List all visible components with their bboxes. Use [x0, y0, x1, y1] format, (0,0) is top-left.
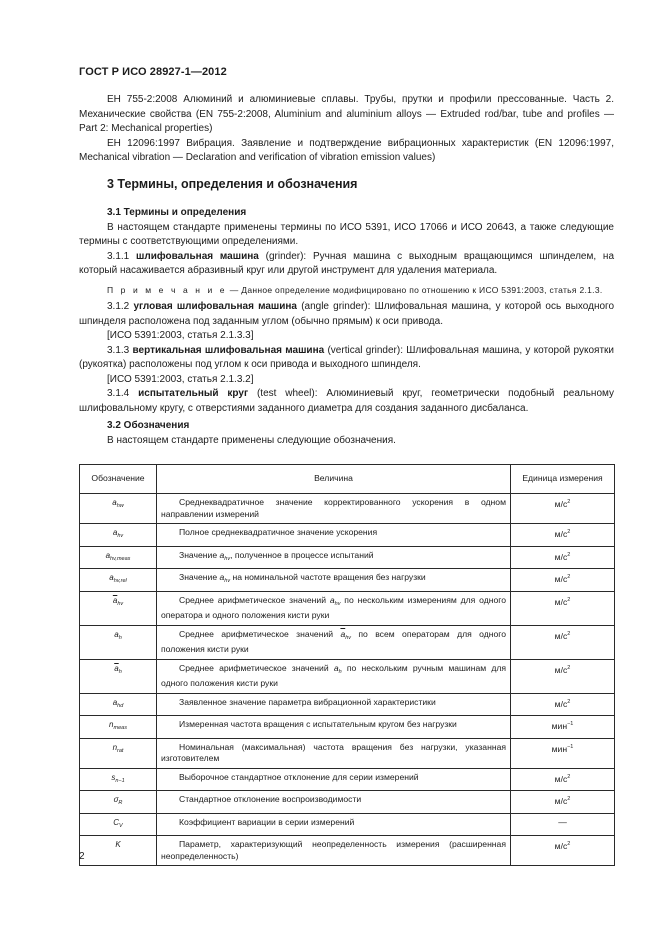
unit-text: м/с — [554, 796, 568, 806]
table-row — [80, 591, 615, 625]
table-body — [80, 494, 615, 866]
inline-symbol: a — [333, 662, 339, 673]
unit-exponent: 2 — [567, 841, 571, 847]
column-header-unit: Единица измерения — [511, 465, 615, 494]
symbol-cell — [80, 738, 157, 768]
unit-cell — [511, 494, 615, 524]
quantity-text — [161, 629, 506, 656]
quantity-text — [161, 550, 506, 566]
symbol-letter: σ — [113, 795, 119, 804]
table-row — [80, 738, 615, 768]
symbol-letter: $\overline{a}$ — [112, 595, 118, 605]
symbol-cell — [80, 836, 157, 866]
unit-cell — [511, 768, 615, 791]
unit-exponent: 2 — [567, 529, 571, 535]
unit-exponent: 2 — [567, 698, 571, 705]
symbol-letter: a — [105, 550, 111, 560]
quantity-cell — [157, 546, 511, 569]
quantity-description-start: Среднее арифметическое значений — [179, 628, 341, 639]
quantity-description-start: Среднее арифметическое значений — [179, 594, 330, 605]
table-row — [80, 813, 615, 836]
inline-symbol-subscript: hv — [224, 578, 231, 584]
inline-symbol-subscript: h — [338, 668, 342, 675]
symbol-letter: a — [114, 629, 119, 639]
unit-cell — [511, 836, 615, 866]
symbol-letter: C — [113, 817, 120, 827]
symbol-letter: n — [112, 742, 118, 752]
inline-symbol-subscript: hv — [345, 634, 352, 641]
quantity-cell — [157, 494, 511, 524]
quantity-cell — [157, 738, 511, 768]
quantity-cell — [157, 836, 511, 866]
term-number: 3.1.1 — [107, 250, 130, 262]
unit-exponent: −1 — [567, 743, 574, 750]
section-heading: 3 Термины, определения и обозначения — [107, 177, 358, 191]
quantity-cell — [157, 524, 511, 547]
quantity-description: Заявленное значение параметра вибрационной характеристики — [179, 696, 436, 707]
symbol-letter: s — [111, 772, 116, 782]
symbol-cell — [80, 716, 157, 739]
inline-symbol-subscript: hv — [224, 555, 231, 562]
term-3-1-1 — [79, 250, 614, 279]
quantity-description: Номинальная (максимальная) частота вращения без нагрузки, указанная изготовителем — [161, 741, 506, 763]
column-header-quantity: Величина — [157, 465, 511, 494]
term-number: 3.1.3 — [107, 344, 130, 356]
unit-cell — [511, 738, 615, 768]
unit-exponent: 2 — [567, 630, 571, 637]
symbol-cell — [80, 625, 157, 659]
inline-symbol: a — [219, 572, 225, 582]
note-text: — Данное определение модифицировано по отношению к ИСО 5391:2003, статья 2.1.3. — [227, 284, 603, 295]
unit-cell — [511, 659, 615, 693]
symbol-subscript: meas — [113, 725, 127, 731]
standard-title: ГОСТ Р ИСО 28927-1—2012 — [79, 66, 227, 78]
normative-references — [79, 93, 614, 166]
unit-exponent: 2 — [567, 574, 571, 580]
symbol-cell — [80, 546, 157, 569]
symbol-cell — [80, 693, 157, 716]
symbol-subscript: V — [119, 822, 123, 829]
unit-cell — [511, 591, 615, 625]
quantity-text — [161, 742, 506, 765]
term-definition: (test wheel): Алюминиевый круг, геометрически подобный реальному шлифовальному кругу, с отверстиями заданного диаметра для создания заданного дисбаланса. — [79, 388, 615, 414]
quantity-text — [161, 697, 506, 709]
table-row — [80, 791, 615, 814]
unit-cell — [511, 625, 615, 659]
inline-symbol: a — [329, 594, 335, 605]
unit-text: мин — [551, 743, 568, 754]
table-row — [80, 768, 615, 791]
quantity-cell — [157, 768, 511, 791]
unit-cell — [511, 546, 615, 569]
symbol-letter: a — [112, 528, 118, 537]
quantity-text — [161, 817, 506, 829]
unit-text: м/с — [554, 630, 568, 641]
unit-text: м/с — [554, 773, 568, 784]
quantity-cell — [157, 569, 511, 592]
unit-cell — [511, 791, 615, 814]
quantity-cell — [157, 659, 511, 693]
quantity-text — [161, 497, 506, 520]
symbol-letter: a — [109, 573, 114, 582]
symbol-cell — [80, 569, 157, 592]
table-row — [80, 716, 615, 739]
quantity-description-start: Значение — [179, 549, 220, 560]
term-name: вертикальная шлифовальная машина — [132, 344, 325, 356]
terms-intro: В настоящем стандарте применены термины по ИСО 5391, ИСО 17066 и ИСО 20643, а также следующие термины с соответствующими определениями. — [79, 221, 614, 247]
quantity-description: Среднеквадратичное значение корректированного ускорения в одном направлении измерений — [161, 497, 506, 519]
symbol-subscript: hv — [117, 600, 124, 607]
unit-exponent: 2 — [567, 664, 571, 671]
quantity-description: Стандартное отклонение воспроизводимости — [179, 794, 362, 804]
symbol-subscript: h — [118, 634, 122, 641]
symbol-subscript: n−1 — [115, 777, 125, 784]
term-3-1-3 — [79, 344, 614, 373]
quantity-cell — [157, 791, 511, 814]
symbol-subscript: R — [118, 800, 123, 806]
quantity-text — [161, 839, 506, 862]
quantity-description-end: на номинальной частоте вращения без нагрузки — [230, 572, 426, 582]
symbol-subscript: hd — [117, 702, 124, 709]
inline-symbol: $\overline{a}$ — [340, 628, 346, 639]
unit-exponent: 2 — [567, 551, 571, 558]
quantity-text — [161, 719, 506, 731]
symbol-subscript: hv — [117, 533, 124, 539]
symbol-subscript: h — [118, 668, 122, 675]
symbol-cell — [80, 813, 157, 836]
term-reference: [ИСО 5391:2003, статья 2.1.3.3] — [107, 330, 254, 341]
symbol-letter: n — [109, 720, 114, 729]
column-header-symbol: Обозначение — [80, 465, 157, 494]
table-row — [80, 546, 615, 569]
table-row — [80, 569, 615, 592]
quantity-description-end: , полученное в процессе испытаний — [230, 549, 374, 560]
symbol-letter: a — [112, 498, 117, 507]
quantity-cell — [157, 716, 511, 739]
table-row — [80, 524, 615, 547]
symbol-cell — [80, 591, 157, 625]
quantity-cell — [157, 591, 511, 625]
symbols-intro: В настоящем стандарте применены следующие обозначения. — [107, 434, 396, 446]
unit-text: м/с — [554, 664, 568, 675]
unit-exponent: 2 — [567, 796, 571, 802]
unit-cell — [511, 813, 615, 836]
quantity-description-end: по нескольким измерениям для одного оператора и одного положения кисти руки — [161, 594, 506, 620]
quantity-text — [161, 572, 506, 588]
unit-text: м/с — [554, 574, 568, 584]
quantity-cell — [157, 625, 511, 659]
quantity-description: Параметр, характеризующий неопределенность измерения (расширенная неопределенность) — [161, 839, 506, 861]
quantity-description: Полное среднеквадратичное значение ускорения — [179, 527, 378, 537]
table-header-row — [80, 465, 615, 494]
term-definition: (vertical grinder): Шлифовальная машина, у которой рукоятки (рукоятка) расположены под углом к оси привода и выходного шпинделя. — [79, 344, 614, 370]
quantity-description: Коэффициент вариации в серии измерений — [179, 816, 355, 827]
quantity-text — [161, 663, 506, 690]
unit-exponent: 2 — [567, 773, 571, 780]
table-row — [80, 494, 615, 524]
table-row — [80, 693, 615, 716]
unit-text: м/с — [554, 529, 568, 539]
quantity-text — [161, 527, 506, 539]
symbol-cell — [80, 768, 157, 791]
unit-cell — [511, 693, 615, 716]
term-definition: (grinder): Ручная машина с выходным вращающимся шпинделем, на который насаживается абразивный круг или другой инструмент для удаления материала. — [79, 250, 615, 276]
quantity-text — [161, 595, 506, 622]
unit-cell — [511, 524, 615, 547]
symbol-letter: $\overline{a}$ — [114, 663, 119, 673]
note — [79, 283, 614, 298]
page-number: 2 — [79, 851, 85, 862]
unit-exponent: 2 — [567, 499, 571, 505]
symbol-subscript: hw — [116, 503, 124, 509]
inline-symbol-subscript: hv — [334, 600, 341, 607]
section-body — [79, 206, 614, 448]
quantity-description-end: по нескольким ручным машинам для одного положения кисти руки — [161, 662, 506, 688]
symbol-cell — [80, 791, 157, 814]
inline-symbol: a — [219, 549, 225, 560]
term-name: шлифовальная машина — [136, 250, 259, 262]
unit-cell — [511, 569, 615, 592]
reference-en-755-2: ЕН 755-2:2008 Алюминий и алюминиевые сплавы. Трубы, прутки и профили прессованные. Часть 2. Механические свойства (EN 755-2:2008, Aluminium and aluminium alloys — Extruded rod/bar, tube and profiles — Part 2: Mechanical properties) — [79, 94, 614, 134]
unit-text: м/с — [554, 551, 568, 562]
subsection-heading-symbols: 3.2 Обозначения — [107, 420, 190, 431]
quantity-text — [161, 794, 506, 806]
term-definition: (angle grinder): Шлифовальная машина, у которой ось выходного шпинделя расположена под заданным углом (обычно прямым) к оси привода. — [79, 301, 615, 327]
term-number: 3.1.4 — [107, 388, 130, 399]
term-3-1-4 — [79, 387, 614, 416]
symbol-subscript: hv,rel — [113, 578, 127, 584]
symbol-letter: K — [115, 840, 121, 849]
table-row — [80, 659, 615, 693]
term-number: 3.1.2 — [107, 301, 130, 312]
symbol-letter: a — [112, 697, 118, 707]
unit-exponent: 2 — [567, 596, 571, 603]
unit-text: м/с — [554, 698, 568, 709]
subsection-heading-terms: 3.1 Термины и определения — [107, 207, 247, 218]
unit-cell — [511, 716, 615, 739]
quantity-cell — [157, 813, 511, 836]
quantity-description-end: по всем операторам для одного положения кисти руки — [161, 628, 506, 654]
unit-text: мин — [551, 721, 568, 731]
quantity-description: Выборочное стандартное отклонение для серии измерений — [179, 771, 419, 782]
term-3-1-2 — [79, 300, 614, 329]
symbol-subscript: hv,meas — [110, 555, 131, 562]
unit-text: м/с — [554, 841, 568, 851]
term-reference: [ИСО 5391:2003, статья 2.1.3.2] — [107, 373, 254, 385]
unit-text: м/с — [554, 596, 568, 607]
note-label: П р и м е ч а н и е — [107, 284, 228, 295]
quantity-description-start: Среднее арифметическое значений — [179, 662, 334, 673]
quantity-text — [161, 772, 506, 784]
symbol-subscript: rat — [117, 747, 124, 754]
quantity-description: Измеренная частота вращения с испытательным кругом без нагрузки — [179, 719, 457, 729]
symbol-cell — [80, 659, 157, 693]
unit-text: м/с — [554, 499, 568, 509]
term-name: испытательный круг — [138, 388, 249, 399]
term-name: угловая шлифовальная машина — [133, 301, 297, 312]
quantity-description-start: Значение — [179, 572, 220, 582]
unit-exponent: −1 — [567, 721, 574, 727]
symbol-cell — [80, 524, 157, 547]
table-row — [80, 625, 615, 659]
reference-en-12096: ЕН 12096:1997 Вибрация. Заявление и подтверждение вибрационных характеристик (EN 12096:1997, Mechanical vibration — Declaration and verification of vibration emission values) — [79, 137, 614, 163]
table-row — [80, 836, 615, 866]
symbol-cell — [80, 494, 157, 524]
symbols-table — [79, 464, 615, 866]
quantity-cell — [157, 693, 511, 716]
unit-text: — — [558, 816, 567, 827]
